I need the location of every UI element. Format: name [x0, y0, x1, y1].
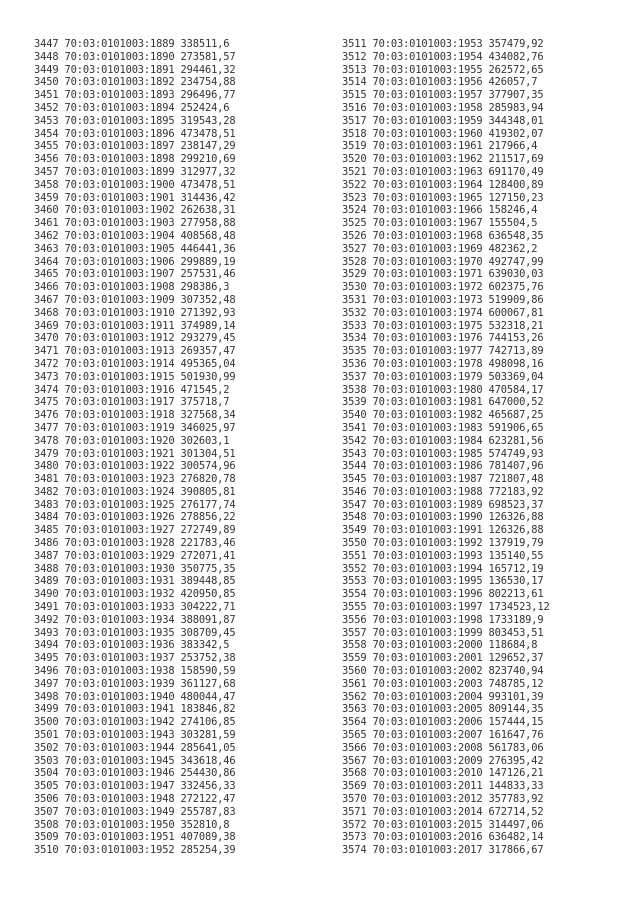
- record-row: 3448 70:03:0101003:1890 273581,57: [34, 50, 236, 63]
- record-row: 3552 70:03:0101003:1994 165712,19: [342, 562, 544, 575]
- record-row: 3574 70:03:0101003:2017 317866,67: [342, 844, 544, 857]
- record-row: 3510 70:03:0101003:1952 285254,39: [34, 844, 236, 857]
- record-row: 3516 70:03:0101003:1958 285983,94: [342, 101, 544, 114]
- record-row: 3462 70:03:0101003:1904 408568,48: [34, 229, 236, 242]
- record-row: 3469 70:03:0101003:1911 374989,14: [34, 319, 236, 332]
- record-row: 3474 70:03:0101003:1916 471545,2: [34, 383, 230, 396]
- record-row: 3549 70:03:0101003:1991 126326,88: [342, 524, 544, 537]
- record-row: 3527 70:03:0101003:1969 482362,2: [342, 242, 538, 255]
- record-row: 3456 70:03:0101003:1898 299210,69: [34, 153, 236, 166]
- record-row: 3467 70:03:0101003:1909 307352,48: [34, 293, 236, 306]
- record-row: 3466 70:03:0101003:1908 298386,3: [34, 281, 230, 294]
- record-row: 3566 70:03:0101003:2008 561783,06: [342, 741, 544, 754]
- record-row: 3502 70:03:0101003:1944 285641,05: [34, 741, 236, 754]
- record-row: 3449 70:03:0101003:1891 294461,32: [34, 63, 236, 76]
- record-row: 3570 70:03:0101003:2012 357783,92: [342, 793, 544, 806]
- record-row: 3490 70:03:0101003:1932 420950,85: [34, 588, 236, 601]
- record-row: 3483 70:03:0101003:1925 276177,74: [34, 498, 236, 511]
- record-row: 3569 70:03:0101003:2011 144833,33: [342, 780, 544, 793]
- record-row: 3528 70:03:0101003:1970 492747,99: [342, 255, 544, 268]
- record-row: 3460 70:03:0101003:1902 262638,31: [34, 204, 236, 217]
- record-row: 3544 70:03:0101003:1986 781407,96: [342, 460, 544, 473]
- record-row: 3548 70:03:0101003:1990 126326,88: [342, 511, 544, 524]
- record-row: 3503 70:03:0101003:1945 343618,46: [34, 754, 236, 767]
- record-row: 3522 70:03:0101003:1964 128400,89: [342, 178, 544, 191]
- record-row: 3573 70:03:0101003:2016 636482,14: [342, 831, 544, 844]
- record-row: 3458 70:03:0101003:1900 473478,51: [34, 178, 236, 191]
- record-row: 3454 70:03:0101003:1896 473478,51: [34, 127, 236, 140]
- record-row: 3461 70:03:0101003:1903 277958,88: [34, 217, 236, 230]
- record-row: 3518 70:03:0101003:1960 419302,07: [342, 127, 544, 140]
- record-row: 3537 70:03:0101003:1979 503369,04: [342, 370, 544, 383]
- record-row: 3485 70:03:0101003:1927 272749,89: [34, 524, 236, 537]
- record-row: 3547 70:03:0101003:1989 698523,37: [342, 498, 544, 511]
- record-row: 3559 70:03:0101003:2001 129652,37: [342, 652, 544, 665]
- record-row: 3504 70:03:0101003:1946 254430,86: [34, 767, 236, 780]
- record-row: 3515 70:03:0101003:1957 377907,35: [342, 89, 544, 102]
- record-row: 3453 70:03:0101003:1895 319543,28: [34, 114, 236, 127]
- record-row: 3564 70:03:0101003:2006 157444,15: [342, 716, 544, 729]
- record-row: 3507 70:03:0101003:1949 255787,83: [34, 805, 236, 818]
- record-row: 3534 70:03:0101003:1976 744153,26: [342, 332, 544, 345]
- record-row: 3511 70:03:0101003:1953 357479,92: [342, 38, 544, 50]
- record-row: 3553 70:03:0101003:1995 136530,17: [342, 575, 544, 588]
- record-row: 3459 70:03:0101003:1901 314436,42: [34, 191, 236, 204]
- record-row: 3550 70:03:0101003:1992 137919,79: [342, 537, 544, 550]
- record-row: 3447 70:03:0101003:1889 338511,6: [34, 38, 230, 50]
- record-row: 3463 70:03:0101003:1905 446441,36: [34, 242, 236, 255]
- record-row: 3501 70:03:0101003:1943 303281,59: [34, 729, 236, 742]
- record-row: 3543 70:03:0101003:1985 574749,93: [342, 447, 544, 460]
- record-row: 3505 70:03:0101003:1947 332456,33: [34, 780, 236, 793]
- record-row: 3558 70:03:0101003:2000 118684,8: [342, 639, 538, 652]
- record-row: 3525 70:03:0101003:1967 155504,5: [342, 217, 538, 230]
- record-row: 3541 70:03:0101003:1983 591906,65: [342, 421, 544, 434]
- record-row: 3471 70:03:0101003:1913 269357,47: [34, 345, 236, 358]
- record-row: 3470 70:03:0101003:1912 293279,45: [34, 332, 236, 345]
- record-row: 3496 70:03:0101003:1938 158590,59: [34, 665, 236, 678]
- record-row: 3472 70:03:0101003:1914 495365,04: [34, 357, 236, 370]
- record-row: 3513 70:03:0101003:1955 262572,65: [342, 63, 544, 76]
- record-row: 3452 70:03:0101003:1894 252424,6: [34, 101, 230, 114]
- record-row: 3509 70:03:0101003:1951 407089,38: [34, 831, 236, 844]
- record-row: 3531 70:03:0101003:1973 519909,86: [342, 293, 544, 306]
- record-row: 3542 70:03:0101003:1984 623281,56: [342, 434, 544, 447]
- record-row: 3555 70:03:0101003:1997 1734523,12: [342, 601, 550, 614]
- record-row: 3562 70:03:0101003:2004 993101,39: [342, 690, 544, 703]
- record-row: 3457 70:03:0101003:1899 312977,32: [34, 165, 236, 178]
- record-row: 3498 70:03:0101003:1940 480044,47: [34, 690, 236, 703]
- record-row: 3492 70:03:0101003:1934 388091,87: [34, 613, 236, 626]
- record-row: 3477 70:03:0101003:1919 346025,97: [34, 421, 236, 434]
- record-row: 3523 70:03:0101003:1965 127150,23: [342, 191, 544, 204]
- record-row: 3535 70:03:0101003:1977 742713,89: [342, 345, 544, 358]
- record-row: 3524 70:03:0101003:1966 158246,4: [342, 204, 538, 217]
- record-row: 3557 70:03:0101003:1999 803453,51: [342, 626, 544, 639]
- record-row: 3484 70:03:0101003:1926 278856,22: [34, 511, 236, 524]
- record-row: 3563 70:03:0101003:2005 809144,35: [342, 703, 544, 716]
- record-row: 3482 70:03:0101003:1924 390805,81: [34, 485, 236, 498]
- record-row: 3495 70:03:0101003:1937 253752,38: [34, 652, 236, 665]
- record-row: 3499 70:03:0101003:1941 183846,82: [34, 703, 236, 716]
- record-row: 3512 70:03:0101003:1954 434082,76: [342, 50, 544, 63]
- record-row: 3508 70:03:0101003:1950 352810,8: [34, 818, 230, 831]
- record-row: 3568 70:03:0101003:2010 147126,21: [342, 767, 544, 780]
- record-row: 3479 70:03:0101003:1921 301304,51: [34, 447, 236, 460]
- record-row: 3572 70:03:0101003:2015 314497,06: [342, 818, 544, 831]
- record-row: 3476 70:03:0101003:1918 327568,34: [34, 409, 236, 422]
- right-column: [342, 38, 640, 857]
- record-row: 3545 70:03:0101003:1987 721807,48: [342, 473, 544, 486]
- record-row: 3521 70:03:0101003:1963 691170,49: [342, 165, 544, 178]
- record-row: 3536 70:03:0101003:1978 498098,16: [342, 357, 544, 370]
- record-row: 3465 70:03:0101003:1907 257531,46: [34, 268, 236, 281]
- record-row: 3493 70:03:0101003:1935 308709,45: [34, 626, 236, 639]
- record-row: 3487 70:03:0101003:1929 272071,41: [34, 549, 236, 562]
- record-row: 3533 70:03:0101003:1975 532318,21: [342, 319, 544, 332]
- record-row: 3520 70:03:0101003:1962 211517,69: [342, 153, 544, 166]
- record-row: 3455 70:03:0101003:1897 238147,29: [34, 140, 236, 153]
- record-row: 3468 70:03:0101003:1910 271392,93: [34, 306, 236, 319]
- record-row: 3491 70:03:0101003:1933 304222,71: [34, 601, 236, 614]
- record-row: 3571 70:03:0101003:2014 672714,52: [342, 805, 544, 818]
- record-row: 3539 70:03:0101003:1981 647000,52: [342, 396, 544, 409]
- record-row: 3486 70:03:0101003:1928 221783,46: [34, 537, 236, 550]
- record-row: 3567 70:03:0101003:2009 276395,42: [342, 754, 544, 767]
- record-row: 3517 70:03:0101003:1959 344348,01: [342, 114, 544, 127]
- record-row: 3475 70:03:0101003:1917 375718,7: [34, 396, 230, 409]
- record-row: 3532 70:03:0101003:1974 600067,81: [342, 306, 544, 319]
- record-row: 3497 70:03:0101003:1939 361127,68: [34, 677, 236, 690]
- record-row: 3494 70:03:0101003:1936 383342,5: [34, 639, 230, 652]
- record-row: 3478 70:03:0101003:1920 302603,1: [34, 434, 230, 447]
- record-row: 3480 70:03:0101003:1922 300574,96: [34, 460, 236, 473]
- record-row: 3556 70:03:0101003:1998 1733189,9: [342, 613, 544, 626]
- record-row: 3473 70:03:0101003:1915 501930,99: [34, 370, 236, 383]
- record-row: 3514 70:03:0101003:1956 426057,7: [342, 76, 538, 89]
- record-row: 3526 70:03:0101003:1968 636548,35: [342, 229, 544, 242]
- record-row: 3561 70:03:0101003:2003 748785,12: [342, 677, 544, 690]
- record-row: 3489 70:03:0101003:1931 389448,85: [34, 575, 236, 588]
- left-column: [34, 38, 334, 857]
- record-row: 3506 70:03:0101003:1948 272122,47: [34, 793, 236, 806]
- record-row: 3500 70:03:0101003:1942 274106,85: [34, 716, 236, 729]
- record-row: 3519 70:03:0101003:1961 217966,4: [342, 140, 538, 153]
- record-row: 3546 70:03:0101003:1988 772183,92: [342, 485, 544, 498]
- record-row: 3529 70:03:0101003:1971 639030,03: [342, 268, 544, 281]
- record-row: 3451 70:03:0101003:1893 296496,77: [34, 89, 236, 102]
- record-row: 3560 70:03:0101003:2002 823740,94: [342, 665, 544, 678]
- record-row: 3565 70:03:0101003:2007 161647,76: [342, 729, 544, 742]
- record-row: 3551 70:03:0101003:1993 135140,55: [342, 549, 544, 562]
- record-row: 3538 70:03:0101003:1980 470584,17: [342, 383, 544, 396]
- record-row: 3488 70:03:0101003:1930 350775,35: [34, 562, 236, 575]
- record-row: 3554 70:03:0101003:1996 802213,61: [342, 588, 544, 601]
- record-row: 3530 70:03:0101003:1972 602375,76: [342, 281, 544, 294]
- record-row: 3450 70:03:0101003:1892 234754,88: [34, 76, 236, 89]
- record-row: 3481 70:03:0101003:1923 276820,78: [34, 473, 236, 486]
- record-row: 3540 70:03:0101003:1982 465687,25: [342, 409, 544, 422]
- record-row: 3464 70:03:0101003:1906 299889,19: [34, 255, 236, 268]
